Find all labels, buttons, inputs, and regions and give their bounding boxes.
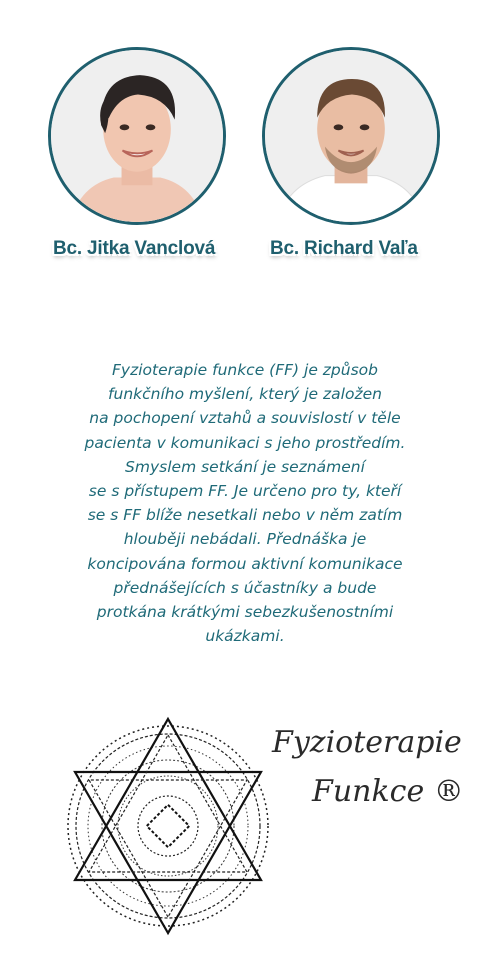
description-text xyxy=(30,358,460,648)
description-line: přednášejících s účastníky a bude xyxy=(113,578,377,597)
description-line: hlouběji nebádali. Přednáška je xyxy=(123,530,367,549)
description-line: se s přístupem FF. Je určeno pro ty, kteří xyxy=(88,482,402,501)
logo-star-mandala-icon xyxy=(55,713,281,939)
logo-wordmark xyxy=(272,725,472,809)
description-line: funkčního myšlení, který je založen xyxy=(108,385,382,404)
description-line: se s FF blíže nesetkali nebo v něm zatím xyxy=(87,506,403,525)
description-line: Smyslem setkání je seznámení xyxy=(125,457,365,476)
speaker-name-1: Bc. Jitka Vanclová xyxy=(53,238,216,259)
portrait-photo-woman xyxy=(51,50,223,222)
portrait-jitka-vanclova xyxy=(48,47,226,225)
portrait-photo-man xyxy=(265,50,437,222)
description-line: Fyzioterapie funkce (FF) je způsob xyxy=(112,361,378,379)
logo-line-2: Funkce ® xyxy=(312,774,464,809)
description-line: protkána krátkými sebezkušenostními xyxy=(96,603,394,622)
speaker-name-2: Bc. Richard Vaľa xyxy=(270,238,418,259)
description-line: ukázkami. xyxy=(205,627,285,646)
portrait-richard-vala xyxy=(262,47,440,225)
description-line: pacienta v komunikaci s jeho prostředím. xyxy=(84,433,406,452)
description-line: na pochopení vztahů a souvislostí v těle xyxy=(89,409,401,428)
description-line: koncipována formou aktivní komunikace xyxy=(87,554,403,573)
logo-line-1: Fyzioterapie xyxy=(272,725,462,760)
